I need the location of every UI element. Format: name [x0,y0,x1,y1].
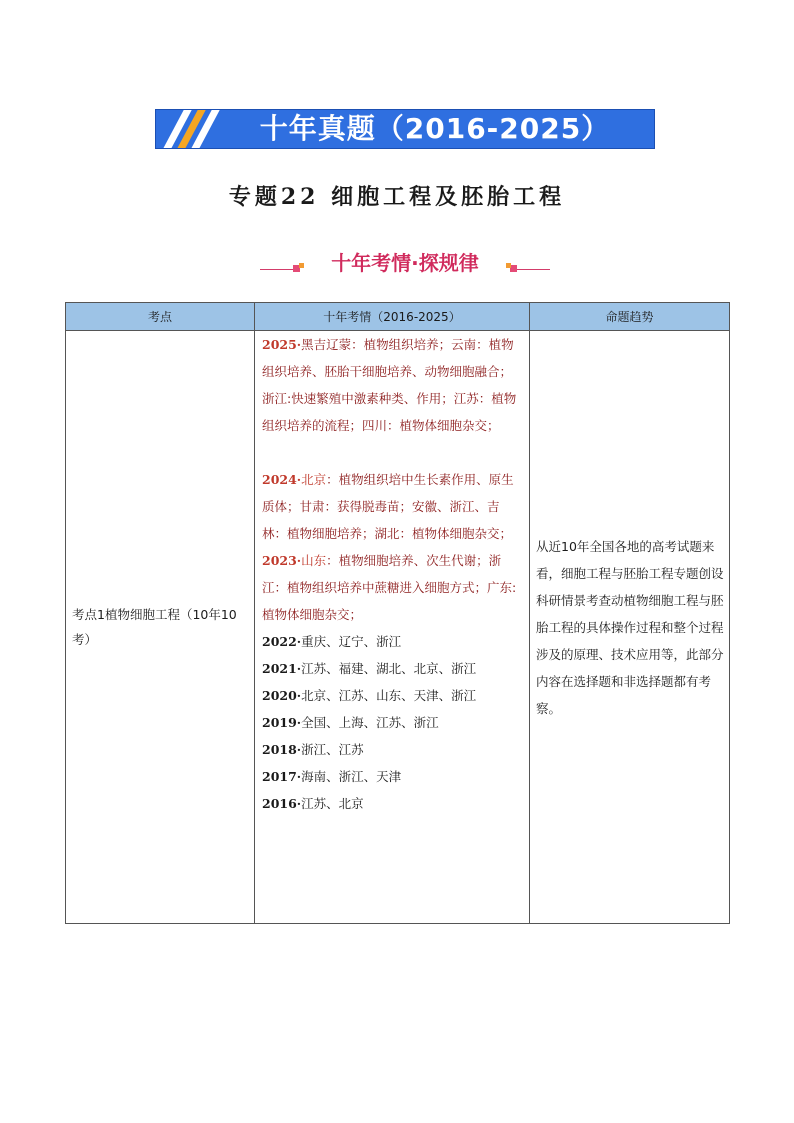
section-heading [255,248,555,278]
trend-text: 从近10年全国各地的高考试题来看，细胞工程与胚胎工程专题创设科研情景考查动植物细胞工程与胚胎工程的具体操作过程和整个过程涉及的原理、技术应用等，此部分内容在选择题和非选择题都有考察。 [536,538,724,716]
year-entry [262,736,523,763]
region-text: 黑吉辽蒙 [301,337,352,352]
entry-text: ：植物组织培中生长素作用、原生质体；甘肃：获得脱毒苗；安徽、浙江、吉林：植物细胞培养；湖北：植物体细胞杂交； [262,472,514,541]
exam-trend-table [65,302,730,924]
region-text: 江苏、福建、湖北、北京、浙江 [301,661,477,676]
year-label: 2019· [262,715,302,730]
table-header-row [66,303,730,331]
entry-text: ：植物细胞培养、次生代谢；浙江：植物组织培养中蔗糖进入细胞方式；广东:植物体细胞杂交； [262,553,517,622]
region-text: 重庆、辽宁、浙江 [301,634,402,649]
exam-point-text: 考点1植物细胞工程（10年10考） [72,607,237,647]
year-entry [262,331,523,439]
year-entry [262,790,523,817]
year-label: 2025· [262,337,302,352]
year-label: 2024· [262,472,302,487]
region-text: 山东 [301,553,327,568]
trend-cell [530,331,730,924]
banner-title: 十年真题（2016-2025） [259,112,611,145]
year-entry [262,655,523,682]
year-entry [262,709,523,736]
header-trend: 命题趋势 [530,303,730,331]
year-label: 2017· [262,769,302,784]
year-label: 2020· [262,688,302,703]
region-text: 江苏、北京 [301,796,364,811]
region-text: 北京、江苏、山东、天津、浙江 [301,688,477,703]
year-label: 2016· [262,796,302,811]
heading-line [517,269,550,270]
year-entry [262,763,523,790]
year-label: 2018· [262,742,302,757]
table-row [66,331,730,924]
title-banner [155,109,655,149]
year-entry [262,547,523,628]
section-heading-text: 十年考情·探规律 [331,251,479,275]
exam-history-cell [255,331,530,924]
entry-text: ：植物组织培养；云南：植物组织培养、胚胎干细胞培养、动物细胞融合；浙江:快速繁殖中激素种类、作用；江苏：植物组织培养的流程；四川：植物体细胞杂交； [262,337,517,433]
header-point: 考点 [66,303,255,331]
year-entry [262,628,523,655]
subject-title: 专题22 细胞工程及胚胎工程 [228,184,566,210]
year-entry [262,682,523,709]
year-label: 2022· [262,634,302,649]
heading-decor [510,265,517,272]
exam-point-cell [66,331,255,924]
region-text: 全国、上海、江苏、浙江 [301,715,439,730]
heading-decor [506,263,511,268]
region-text: 海南、浙江、天津 [301,769,402,784]
year-label: 2021· [262,661,302,676]
year-entry [262,466,523,547]
region-text: 浙江、江苏 [301,742,364,757]
header-history: 十年考情（2016-2025） [255,303,530,331]
year-label: 2023· [262,553,302,568]
region-text: 北京 [301,472,327,487]
